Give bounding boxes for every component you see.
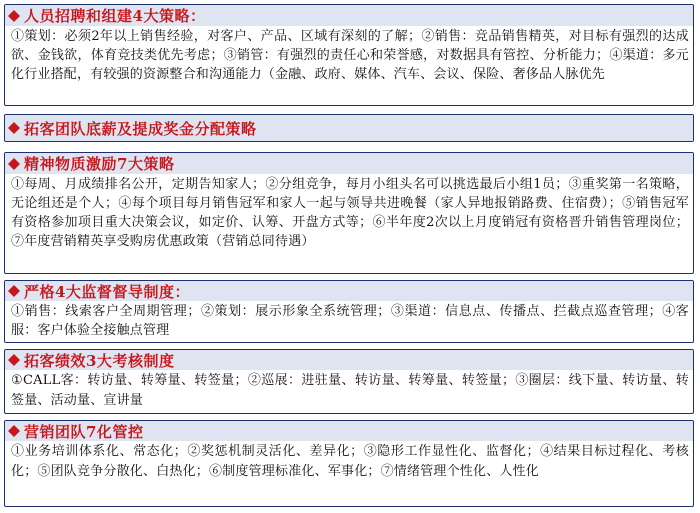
section-header xyxy=(5,350,693,370)
red-diamond-icon xyxy=(8,285,20,297)
section-supervision xyxy=(4,280,694,343)
section-title: 营销团队7化管控 xyxy=(24,422,144,441)
section-incentives xyxy=(4,152,694,274)
red-diamond-icon xyxy=(8,354,20,366)
section-team-control xyxy=(4,420,694,507)
section-recruitment xyxy=(4,4,694,106)
section-body: ①业务培训体系化、常态化；②奖惩机制灵活化、差异化；③隐形工作显性化、监督化；④结果目标过程化、考核化；⑤团队竞争分散化、白热化；⑥制度管理标准化、军事化；⑦情绪管理个性化、人性化 xyxy=(11,444,689,479)
section-header xyxy=(5,153,693,174)
section-header xyxy=(5,281,693,301)
section-salary xyxy=(4,114,694,142)
red-diamond-icon xyxy=(8,157,20,169)
red-diamond-icon xyxy=(8,9,20,21)
section-title: 严格4大监督督导制度： xyxy=(24,282,190,301)
section-header xyxy=(5,115,693,141)
section-performance xyxy=(4,349,694,414)
section-body: ①策划：必须2年以上销售经验，对客户、产品、区域有深刻的了解；②销售：竞品销售精英，对目标有强烈的达成欲、金钱欲，体育竞技类优先考虑；③销管：有强烈的责任心和荣誉感，对数据具有管控、分析能力；④渠道：多元化行业搭配，有较强的资源整合和沟通能力（金融、政府、媒体、汽车、会议、保险、奢侈品人脉优先 xyxy=(11,29,689,82)
red-diamond-icon xyxy=(8,122,20,134)
section-header xyxy=(5,421,693,441)
section-title: 人员招聘和组建4大策略： xyxy=(24,7,206,25)
section-header xyxy=(5,5,693,26)
section-title: 拓客团队底薪及提成奖金分配策略 xyxy=(24,119,257,138)
section-body: ①CALL客：转访量、转筹量、转签量；②巡展：进驻量、转访量、转筹量、转签量；③圈层：线下量、转访量、转签量、活动量、宣讲量 xyxy=(11,373,689,408)
section-title: 精神物质激励7大策略 xyxy=(24,155,175,173)
section-body: ①每周、月成绩排名公开，定期告知家人；②分组竞争，每月小组头名可以挑选最后小组1员；③重奖第一名策略，无论组还是个人；④每个项目每月销售冠军和家人一起与领导共进晚餐（家人异地报销路费、住宿费）；⑤销售冠军有资格参加项目重大决策会议，如定价、认筹、开盘方式等；⑥半年度2次以上月度销冠有资格晋升销售管理岗位；⑦年度营销精英享受购房优惠政策（营销总同待遇） xyxy=(11,177,689,249)
section-body: ①销售：线索客户全周期管理；②策划：展示形象全系统管理；③渠道：信息点、传播点、拦截点巡查管理；④客服：客户体验全接触点管理 xyxy=(11,304,689,338)
red-diamond-icon xyxy=(8,425,20,437)
strategy-document xyxy=(4,4,694,513)
section-title: 拓客绩效3大考核制度 xyxy=(24,351,175,370)
